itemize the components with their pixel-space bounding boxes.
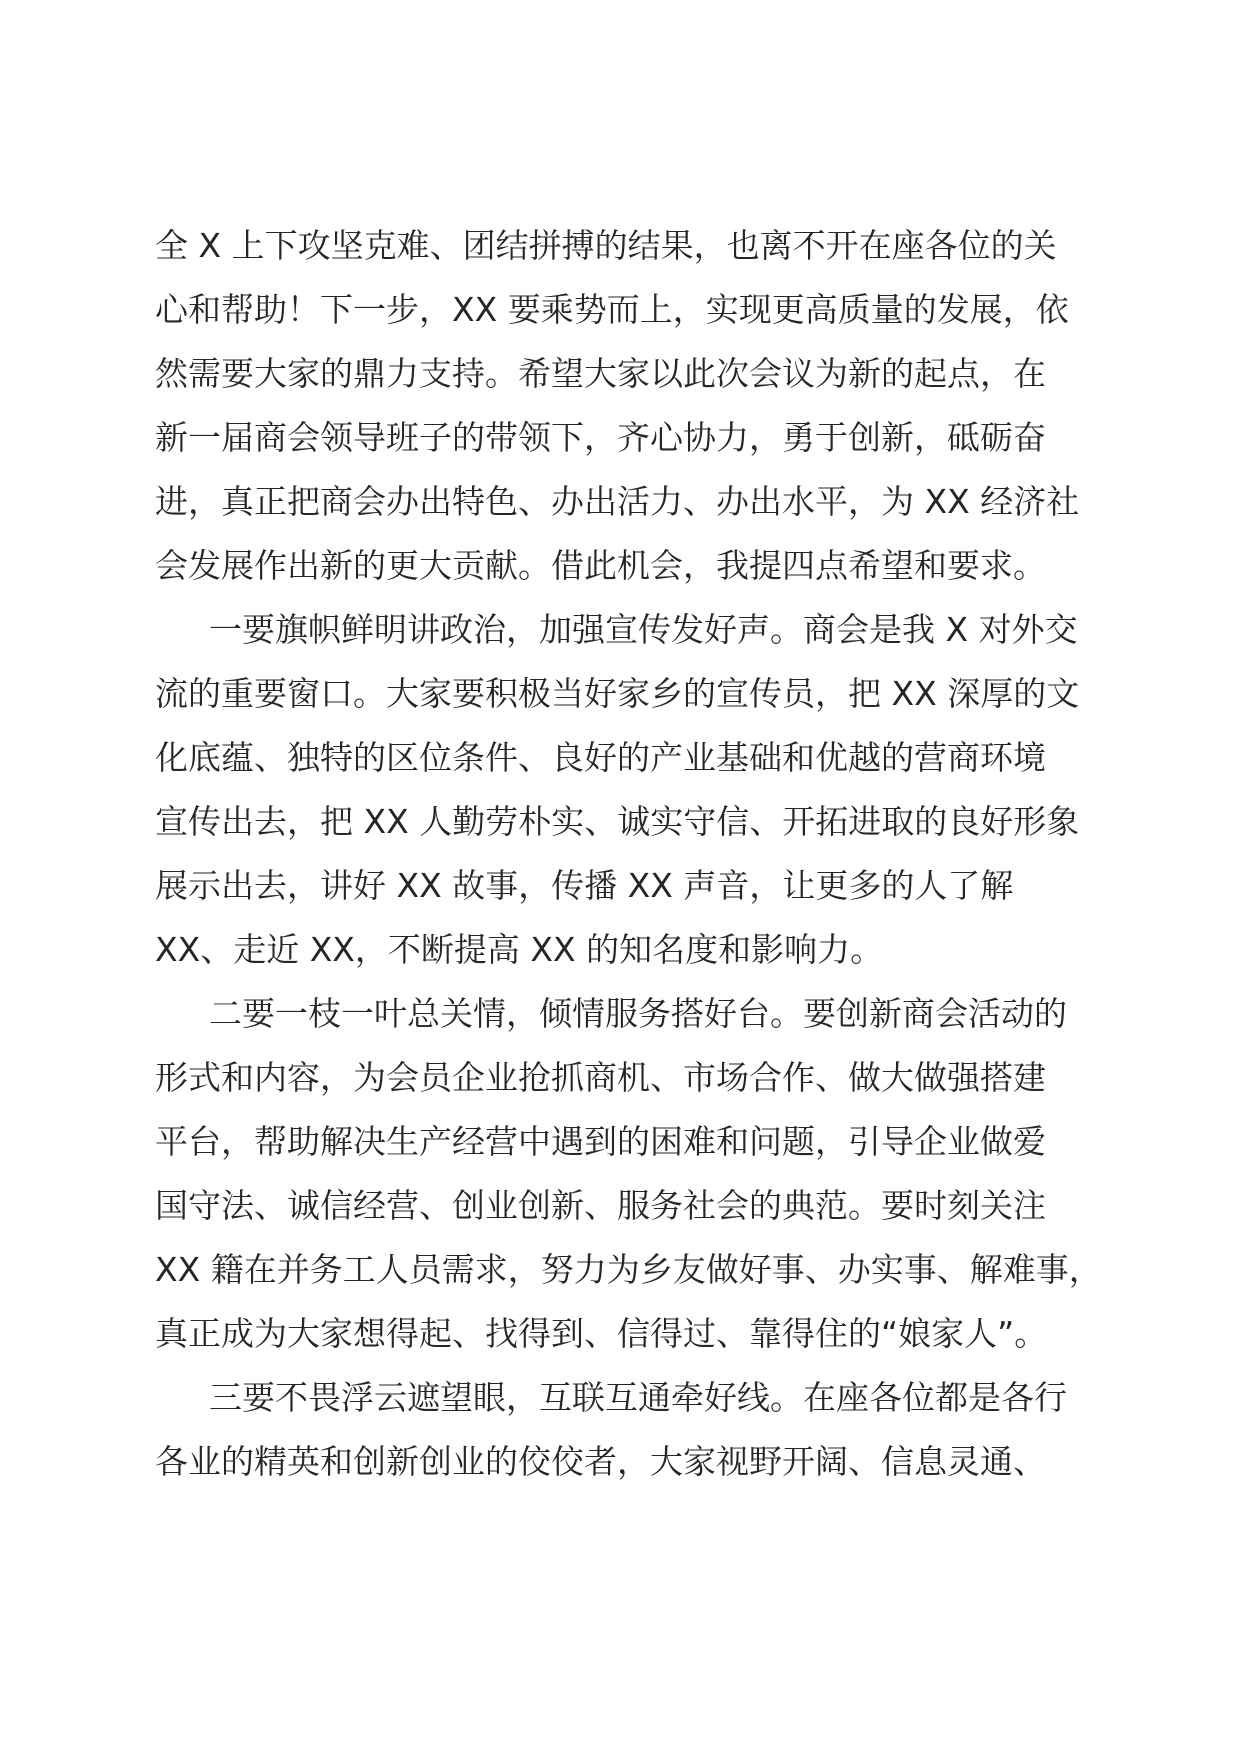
paragraph-first-line: 三要不畏浮云遮望眼，互联互通牵好线。在座各位都是各行	[209, 1378, 1067, 1417]
text-line: 然需要大家的鼎力支持。希望大家以此次会议为新的起点，在	[155, 354, 1046, 393]
paragraph-first-line: 一要旗帜鲜明讲政治，加强宣传发好声。商会是我 X 对外交	[209, 610, 1078, 649]
text-line: 会发展作出新的更大贡献。借此机会，我提四点希望和要求。	[155, 546, 1046, 585]
text-line: 各业的精英和创新创业的佼佼者，大家视野开阔、信息灵通、	[155, 1442, 1046, 1481]
text-line: XX 籍在并务工人员需求，努力为乡友做好事、办实事、解难事，	[155, 1250, 1102, 1289]
text-line: 宣传出去，把 XX 人勤劳朴实、诚实守信、开拓进取的良好形象	[155, 802, 1080, 841]
text-line: 展示出去，讲好 XX 故事，传播 XX 声音，让更多的人了解	[155, 866, 1014, 905]
text-line: 化底蕴、独特的区位条件、良好的产业基础和优越的营商环境	[155, 738, 1046, 777]
text-line: 全 X 上下攻坚克难、团结拼搏的结果，也离不开在座各位的关	[155, 226, 1057, 265]
text-line: 进，真正把商会办出特色、办出活力、办出水平，为 XX 经济社	[155, 482, 1080, 521]
text-line: 平台，帮助解决生产经营中遇到的困难和问题，引导企业做爱	[155, 1122, 1046, 1161]
document-body	[155, 214, 1102, 1494]
text-line: 形式和内容，为会员企业抢抓商机、市场合作、做大做强搭建	[155, 1058, 1046, 1097]
text-line: XX、走近 XX，不断提高 XX 的知名度和影响力。	[155, 930, 884, 969]
text-line: 流的重要窗口。大家要积极当好家乡的宣传员，把 XX 深厚的文	[155, 674, 1080, 713]
text-line: 新一届商会领导班子的带领下，齐心协力，勇于创新，砥砺奋	[155, 418, 1046, 457]
text-line: 国守法、诚信经营、创业创新、服务社会的典范。要时刻关注	[155, 1186, 1046, 1225]
text-line: 真正成为大家想得起、找得到、信得过、靠得住的“娘家人”。	[155, 1314, 1048, 1353]
paragraph-first-line: 二要一枝一叶总关情，倾情服务搭好台。要创新商会活动的	[209, 994, 1067, 1033]
text-line: 心和帮助！下一步，XX 要乘势而上，实现更高质量的发展，依	[155, 290, 1069, 329]
